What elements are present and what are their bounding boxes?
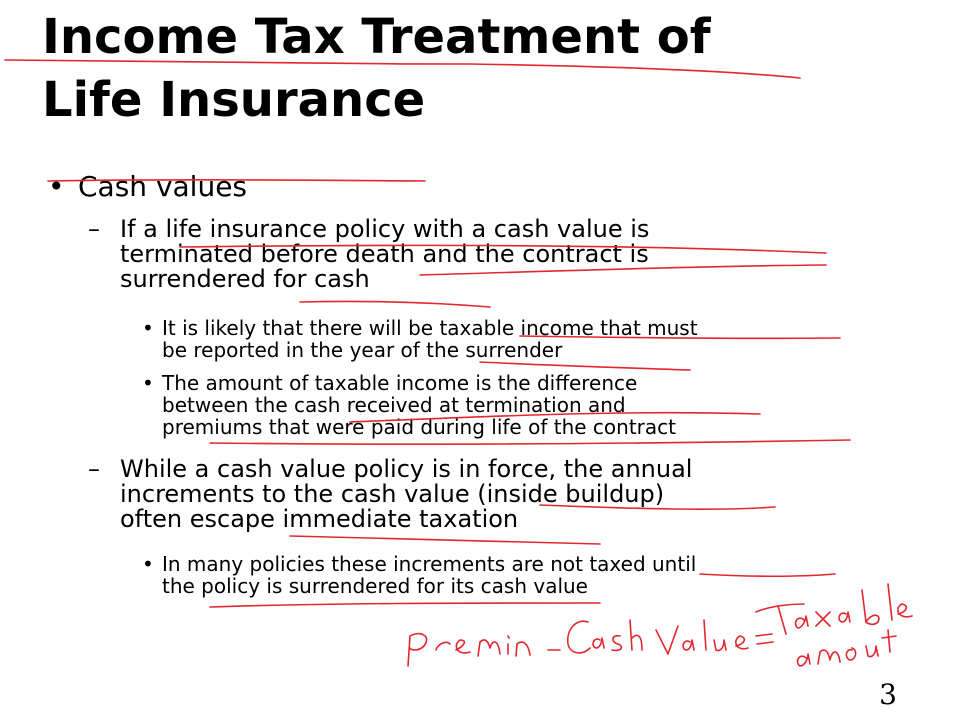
- bullet-dot-icon: •: [142, 316, 154, 340]
- slide-title: [42, 6, 711, 132]
- ink-handwriting: [656, 620, 773, 654]
- title-line-1: Income Tax Treatment of: [42, 9, 711, 65]
- bullet-dot-icon: •: [48, 170, 65, 203]
- ink-underline: [210, 440, 850, 444]
- dash-icon: –: [88, 455, 100, 483]
- detail-not-taxed: [142, 553, 696, 597]
- ink-underline: [300, 301, 490, 307]
- text-line: increments to the cash value (inside buildup): [120, 480, 665, 508]
- text-line: If a life insurance policy with a cash value is: [120, 215, 650, 243]
- ink-handwriting: [756, 584, 912, 634]
- text-line: often escape immediate taxation: [120, 505, 519, 533]
- subpoint-inside-buildup: [88, 457, 692, 532]
- text-line: between the cash received at termination and: [162, 393, 626, 417]
- text-line: terminated before death and the contract is: [120, 240, 649, 268]
- text-line: the policy is surrendered for its cash value: [162, 574, 588, 598]
- subpoint-surrender: [88, 217, 649, 292]
- ink-handwriting: [798, 630, 896, 666]
- text-line: surrendered for cash: [120, 265, 370, 293]
- text-line: While a cash value policy is in force, the annual: [120, 455, 693, 483]
- ink-handwriting: [548, 620, 642, 653]
- bullet-label: Cash values: [78, 170, 248, 203]
- bullet-dot-icon: •: [142, 552, 154, 576]
- detail-taxable-likely: [142, 317, 698, 361]
- ink-underline: [700, 574, 835, 576]
- ink-underline: [480, 362, 690, 370]
- bullet-dot-icon: •: [142, 371, 154, 395]
- text-line: In many policies these increments are not taxed until: [162, 552, 697, 576]
- ink-underline: [290, 536, 600, 544]
- text-line: It is likely that there will be taxable income that must: [162, 316, 698, 340]
- bullet-cash-values: [48, 169, 247, 205]
- text-line: The amount of taxable income is the difference: [162, 371, 638, 395]
- dash-icon: –: [88, 215, 100, 243]
- text-line: premiums that were paid during life of the contract: [162, 415, 676, 439]
- title-line-2: Life Insurance: [42, 72, 426, 128]
- page-number: 3: [879, 678, 897, 711]
- detail-taxable-amount: [142, 372, 676, 438]
- ink-underline: [210, 603, 600, 607]
- ink-handwriting: [408, 634, 530, 666]
- text-line: be reported in the year of the surrender: [162, 338, 563, 362]
